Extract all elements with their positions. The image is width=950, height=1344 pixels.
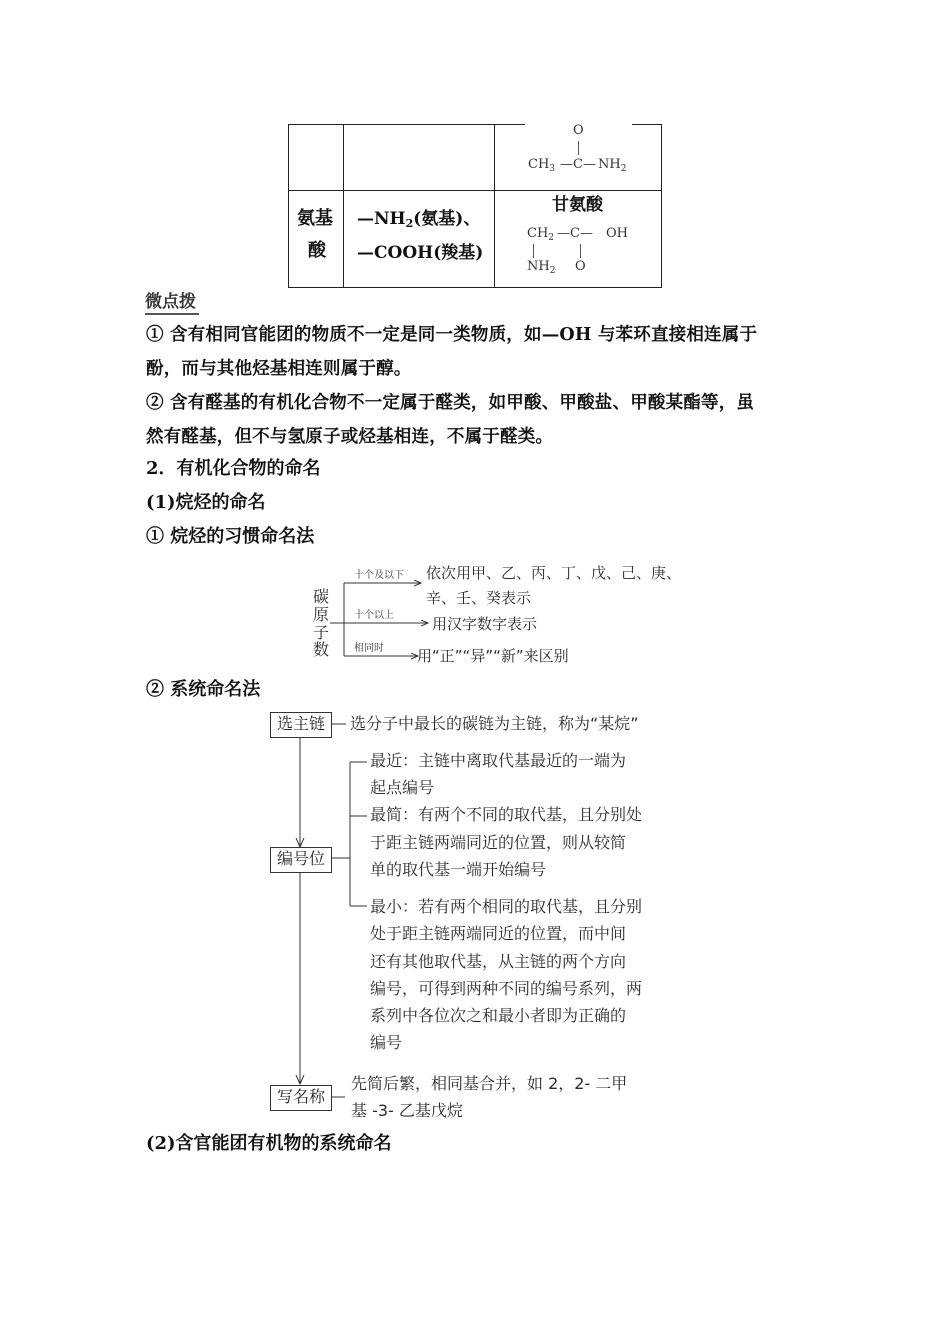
branch1-text-line2: 辛、壬、癸表示	[426, 589, 532, 607]
oxygen-atom: O	[573, 123, 584, 138]
row-label-line1: 氨基	[297, 208, 333, 229]
step-numbering: 编号位	[270, 847, 332, 873]
row-label-line2: 酸	[308, 240, 326, 261]
rule2-line3: 单的取代基一端开始编号	[370, 860, 547, 879]
rule3-line1: 最小：若有两个相同的取代基，且分别	[370, 897, 643, 916]
carbonyl-bond: —C—	[560, 157, 596, 172]
tip-p2-line2: 然有醛基，但不与氢原子或烃基相连，不属于醛类。	[146, 427, 554, 447]
step1-text: 选分子中最长的碳链为主链，称为“某烷”	[350, 714, 639, 733]
branch1-label: 十个及以下	[354, 570, 404, 581]
rule3-line2: 处于距主链两端同近的位置，而中间	[370, 924, 627, 943]
subsection-system-naming: ② 系统命名法	[146, 679, 261, 700]
amino-group: $NH_2$	[598, 157, 627, 174]
tip-heading: 微点拨	[145, 291, 196, 313]
subsection-alkane: (1)烷烃的命名	[146, 492, 266, 513]
rule3-line5: 系列中各位次之和最小者即为正确的	[370, 1006, 627, 1025]
root-char-2: 原	[313, 605, 330, 624]
branch2-text: 用汉字数字表示	[432, 615, 538, 633]
rule3-line4: 编号，可得到两种不同的编号系列，两	[370, 979, 643, 998]
subsection-functional-group-naming: (2)含官能团有机物的系统命名	[146, 1133, 392, 1154]
rule1-line2: 起点编号	[370, 778, 435, 797]
step-select-main-chain: 选主链	[270, 712, 332, 738]
rule3-line6: 编号	[370, 1033, 403, 1052]
step3-line2: 基 -3- 乙基戊烷	[351, 1101, 463, 1120]
subsection-habit-naming: ① 烷烃的习惯命名法	[146, 526, 315, 547]
rule1-line1: 最近：主链中离取代基最近的一端为	[370, 751, 627, 770]
functional-group-line2: —COOH(羧基)	[357, 243, 484, 263]
example-name: 甘氨酸	[552, 195, 603, 215]
rule3-line3: 还有其他取代基，从主链的两个方向	[370, 952, 627, 971]
step-write-name: 写名称	[270, 1085, 332, 1111]
branch2-label: 十个以上	[354, 610, 394, 621]
branch3-text: 用“正”“异”“新”来区别	[417, 647, 569, 665]
methylene-group: $CH_2$	[527, 226, 555, 243]
functional-group-line1: —NH2(氨基)、	[357, 209, 481, 230]
root-char-4: 数	[313, 640, 330, 659]
rule2-line2: 于距主链两端同近的位置，则从较简	[370, 833, 627, 852]
step3-line1: 先简后繁，相同基合并，如 2，2- 二甲	[351, 1074, 628, 1093]
root-char-1: 碳	[313, 587, 330, 606]
hydroxyl-group: OH	[606, 226, 628, 241]
branch3-label: 相同时	[354, 643, 384, 654]
root-char-3: 子	[313, 623, 330, 642]
rule2-line1: 最简：有两个不同的取代基，且分别处	[370, 805, 643, 824]
glycine-oxygen: O	[575, 259, 586, 274]
section-heading: 2．有机化合物的命名	[146, 458, 321, 479]
tip-p1-line2: 酚，而与其他烃基相连则属于醇。	[146, 359, 412, 379]
glycine-amino-group: $NH_2$	[527, 259, 556, 276]
tip-p1-line1: ① 含有相同官能团的物质不一定是同一类物质，如—OH 与苯环直接相连属于	[146, 325, 758, 345]
branch1-text-line1: 依次用甲、乙、丙、丁、戊、己、庚、	[426, 564, 682, 582]
carboxyl-bond: —C—	[557, 226, 593, 241]
methyl-group: $CH_3$	[528, 157, 556, 174]
tip-p2-line1: ② 含有醛基的有机化合物不一定属于醛类，如甲酸、甲酸盐、甲酸某酯等，虽	[146, 393, 755, 413]
